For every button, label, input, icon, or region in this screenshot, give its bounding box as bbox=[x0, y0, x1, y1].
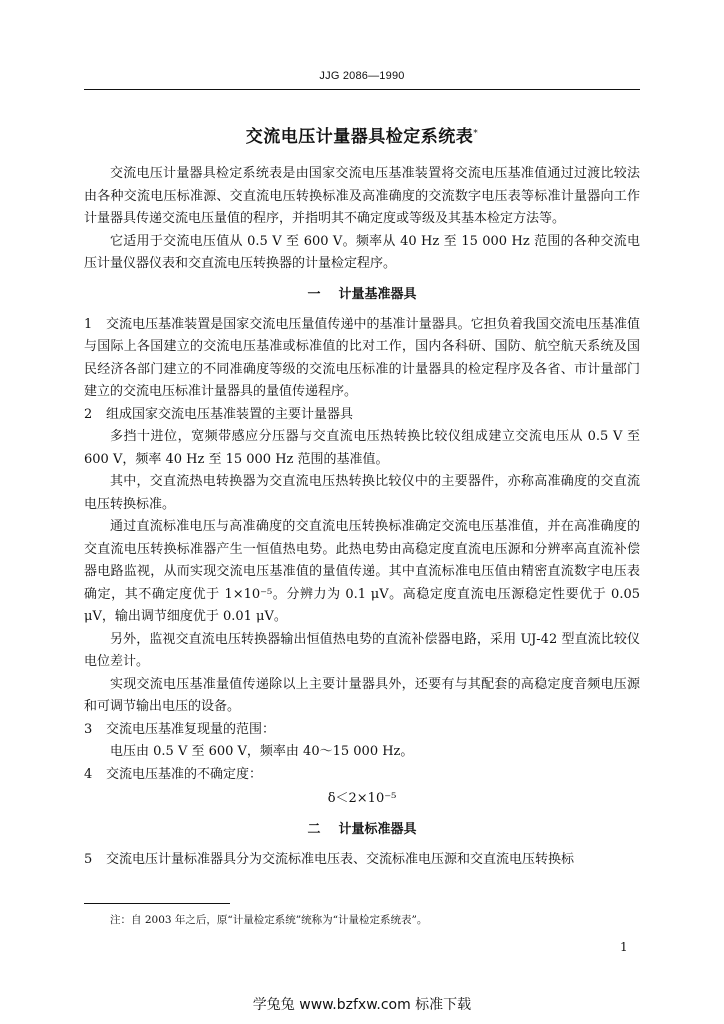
page-number: 1 bbox=[620, 940, 628, 954]
clause-detail: 电压由 0.5 V 至 600 V，频率由 40～15 000 Hz。 bbox=[110, 744, 414, 759]
clause-text: 交流电压基准装置是国家交流电压量值传递中的基准计量器具。它担负着我国交流电压基准值与国际上各国建立的交流电压基准或标准值的比对工作，国内各科研、国防、航空航天系统及国民经济各部门建立的不同准确度等级的交流电压标准的计量器具的检定程序及各省、市计量部门建立的交流电压标准计量器具的量值传递程序。 bbox=[84, 316, 640, 399]
clause-number: 2 bbox=[84, 406, 93, 422]
clause-4 bbox=[84, 764, 640, 787]
header-rule bbox=[84, 89, 640, 90]
clause-3 bbox=[84, 719, 640, 742]
clause-1 bbox=[84, 314, 640, 404]
clause-paragraph: 多挡十进位，宽频带感应分压器与交直流电压热转换比较仪组成建立交流电压从 0.5 V 至 600 V，频率 40 Hz 至 15 000 Hz 范围的基准值。 bbox=[84, 429, 640, 467]
standard-code: JJG 2086—1990 bbox=[319, 70, 405, 82]
clause-number: 5 bbox=[84, 851, 93, 867]
page-header bbox=[0, 70, 724, 82]
clause-paragraph: 实现交流电压基准量值传递除以上主要计量器具外，还要有与其配套的高稳定度音频电压源和可调节输出电压的设备。 bbox=[84, 676, 640, 714]
clause-paragraph: 通过直流标准电压与高准确度的交直流电压转换标准确定交流电压基准值，并在高准确度的交直流电压转换标准器产生一恒值热电势。此热电势由高稳定度直流电压源和分辨率高直流补偿器电路监视，从而实现交流电压基准值的量值传递。其中直流标准电压值由精密直流数字电压表确定，其不确定度优于 1×10⁻⁵。分辨力为 0.1 μV。高稳定度直流电压源稳定性要优于 0.05 μV，输出调节细度优于 0.01 μV。 bbox=[84, 519, 640, 624]
clause-paragraph: 另外，监视交直流电压转换器输出恒值热电势的直流补偿器电路，采用 UJ-42 型直流比较仪电位差计。 bbox=[84, 631, 640, 669]
footnote-rule bbox=[84, 903, 230, 904]
clause-text: 组成国家交流电压基准装置的主要计量器具 bbox=[106, 406, 354, 422]
footnote: 注：自 2003 年之后，原“计量检定系统”统称为“计量检定系统表”。 bbox=[110, 914, 428, 926]
section-number: 二 bbox=[307, 821, 321, 837]
clause-number: 1 bbox=[84, 316, 93, 332]
intro-paragraph: 交流电压计量器具检定系统表是由国家交流电压基准装置将交流电压基准值通过过渡比较法由各种交流电压标准源、交直流电压转换标准及高准确度的交流数字电压表等标准计量器向工作计量器具传递交流电压量值的程序，并指明其不确定度或等级及其基本检定方法等。 bbox=[84, 166, 640, 226]
document-body bbox=[84, 163, 640, 871]
clause-number: 4 bbox=[84, 766, 93, 782]
title-text: 交流电压计量器具检定系统表 bbox=[245, 127, 474, 147]
section-title: 计量标准器具 bbox=[338, 821, 417, 837]
section-heading bbox=[84, 284, 640, 306]
clause-2 bbox=[84, 404, 640, 427]
uncertainty-formula: δ＜2×10⁻⁵ bbox=[327, 791, 397, 806]
title-footnote-mark: * bbox=[473, 128, 479, 139]
section-title: 计量基准器具 bbox=[338, 286, 417, 302]
clause-text: 交流电压基准复现量的范围： bbox=[106, 721, 276, 737]
clause-5 bbox=[84, 849, 640, 872]
clause-text: 交流电压基准的不确定度： bbox=[106, 766, 263, 782]
section-heading bbox=[84, 819, 640, 841]
site-watermark: 学兔兔 www.bzfxw.com 标准下载 bbox=[252, 997, 472, 1013]
section-number: 一 bbox=[307, 286, 321, 302]
document-title bbox=[0, 122, 724, 147]
clause-number: 3 bbox=[84, 721, 93, 737]
clause-text: 交流电压计量标准器具分为交流标准电压表、交流标准电压源和交直流电压转换标 bbox=[106, 851, 575, 867]
clause-paragraph: 其中，交直流热电转换器为交直流电压热转换比较仪中的主要器件，亦称高准确度的交直流电压转换标准。 bbox=[84, 474, 640, 512]
intro-paragraph: 它适用于交流电压值从 0.5 V 至 600 V。频率从 40 Hz 至 15 000 Hz 范围的各种交流电压计量仪器仪表和交直流电压转换器的计量检定程序。 bbox=[84, 233, 640, 271]
